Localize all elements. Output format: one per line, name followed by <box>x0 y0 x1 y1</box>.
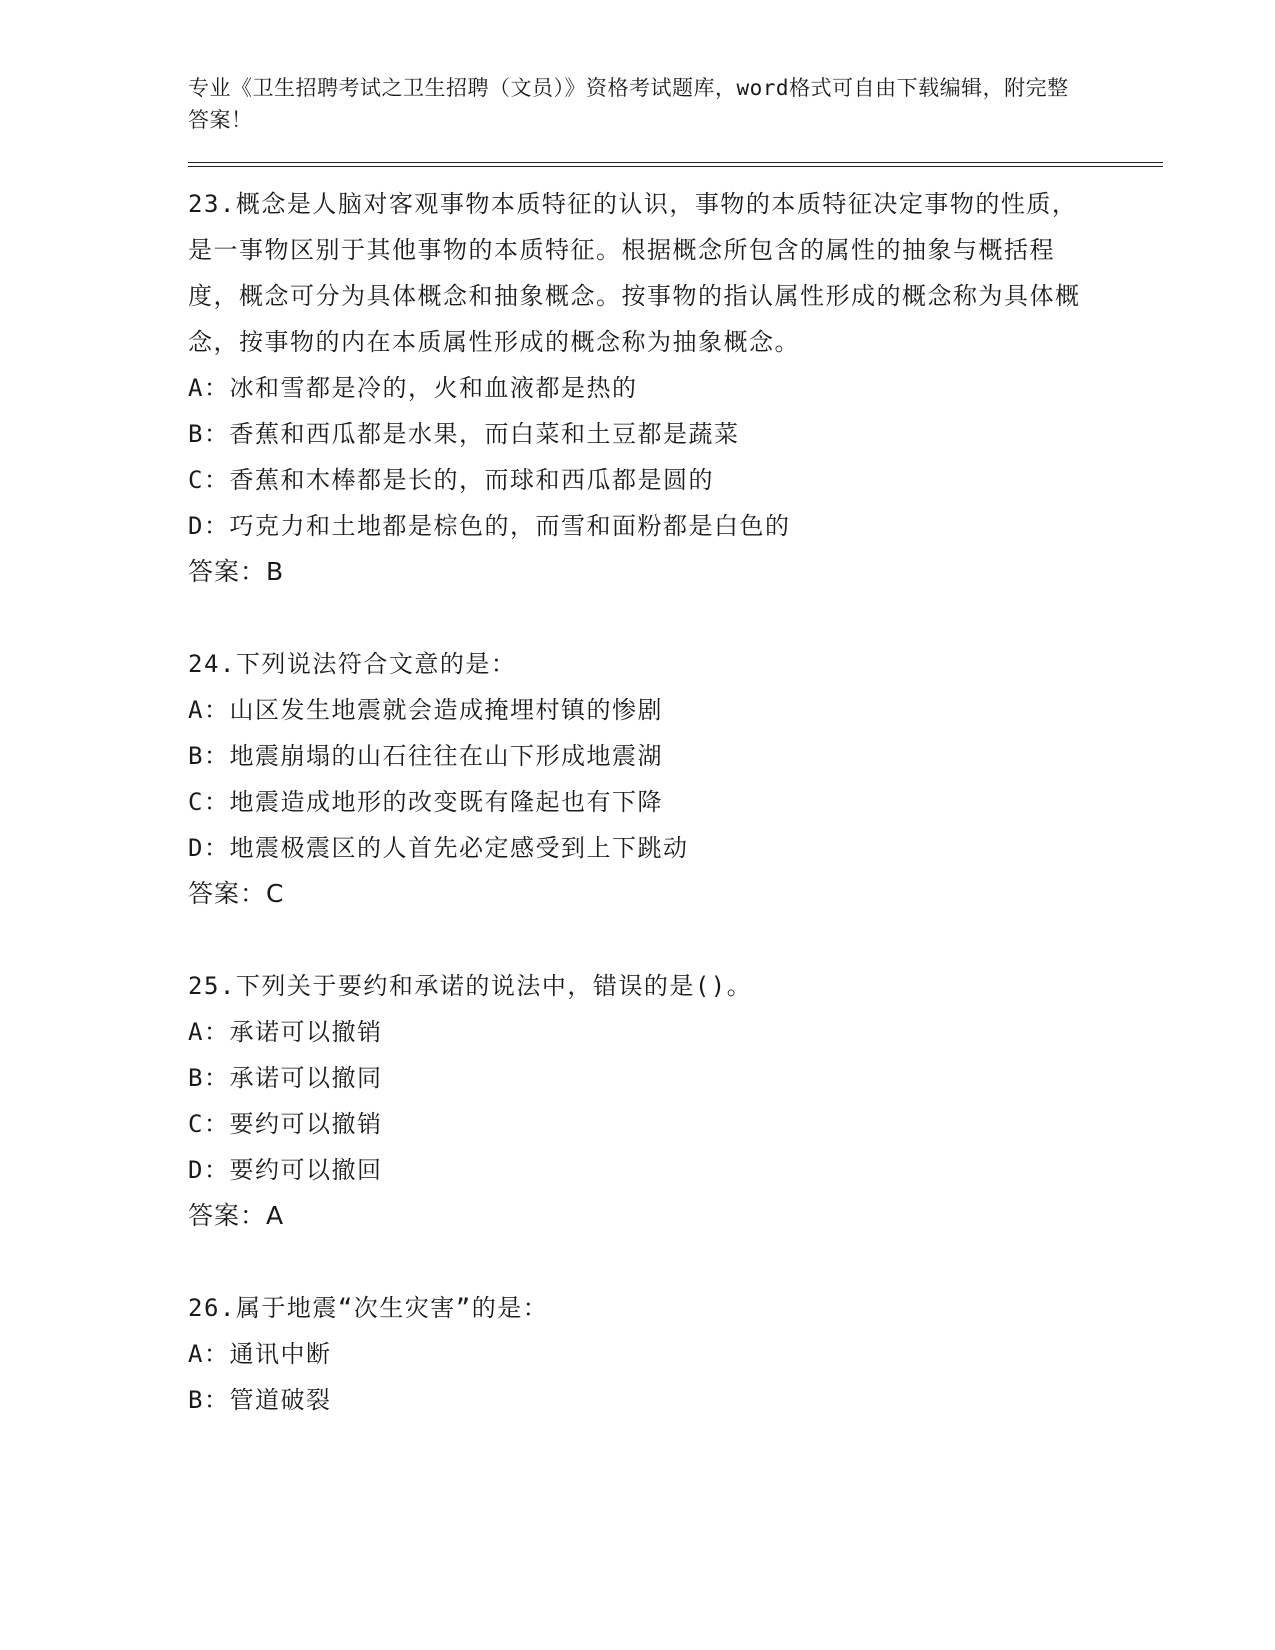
option-d: D：地震极震区的人首先必定感受到上下跳动 <box>188 834 689 862</box>
option-a: A：通讯中断 <box>188 1340 332 1368</box>
document-page <box>188 72 1163 1423</box>
document-header: 专业《卫生招聘考试之卫生招聘（文员）》资格考试题库，word格式可自由下载编辑，附完整答案！ <box>188 76 1069 132</box>
option-b: B：管道破裂 <box>188 1386 332 1414</box>
question-stem: 26.属于地震“次生灾害”的是： <box>188 1294 549 1322</box>
header-divider <box>188 162 1163 167</box>
question-stem: 25.下列关于要约和承诺的说法中，错误的是()。 <box>188 972 753 1000</box>
question-24 <box>188 641 1163 917</box>
option-d: D：要约可以撤回 <box>188 1156 383 1184</box>
option-a: A：冰和雪都是冷的，火和血液都是热的 <box>188 374 638 402</box>
question-25 <box>188 963 1163 1239</box>
option-a: A：承诺可以撤销 <box>188 1018 383 1046</box>
option-d: D：巧克力和土地都是棕色的，而雪和面粉都是白色的 <box>188 512 791 540</box>
option-c: C：要约可以撤销 <box>188 1110 383 1138</box>
answer-line: 答案：B <box>188 557 285 586</box>
answer-line: 答案：C <box>188 879 285 908</box>
option-a: A：山区发生地震就会造成掩埋村镇的惨剧 <box>188 696 663 724</box>
option-b: B：地震崩塌的山石往往在山下形成地震湖 <box>188 742 663 770</box>
question-23 <box>188 181 1163 595</box>
answer-line: 答案：A <box>188 1201 285 1230</box>
question-stem: 23.概念是人脑对客观事物本质特征的认识，事物的本质特征决定事物的性质，是一事物区别于其他事物的本质特征。根据概念所包含的属性的抽象与概括程度，概念可分为具体概念和抽象概念。按事物的指认属性形成的概念称为具体概念，按事物的内在本质属性形成的概念称为抽象概念。 <box>188 190 1081 356</box>
option-b: B：香蕉和西瓜都是水果，而白菜和土豆都是蔬菜 <box>188 420 740 448</box>
option-c: C：地震造成地形的改变既有隆起也有下降 <box>188 788 663 816</box>
option-b: B：承诺可以撤同 <box>188 1064 383 1092</box>
option-c: C：香蕉和木棒都是长的，而球和西瓜都是圆的 <box>188 466 714 494</box>
question-stem: 24.下列说法符合文意的是： <box>188 650 517 678</box>
question-26 <box>188 1285 1163 1423</box>
